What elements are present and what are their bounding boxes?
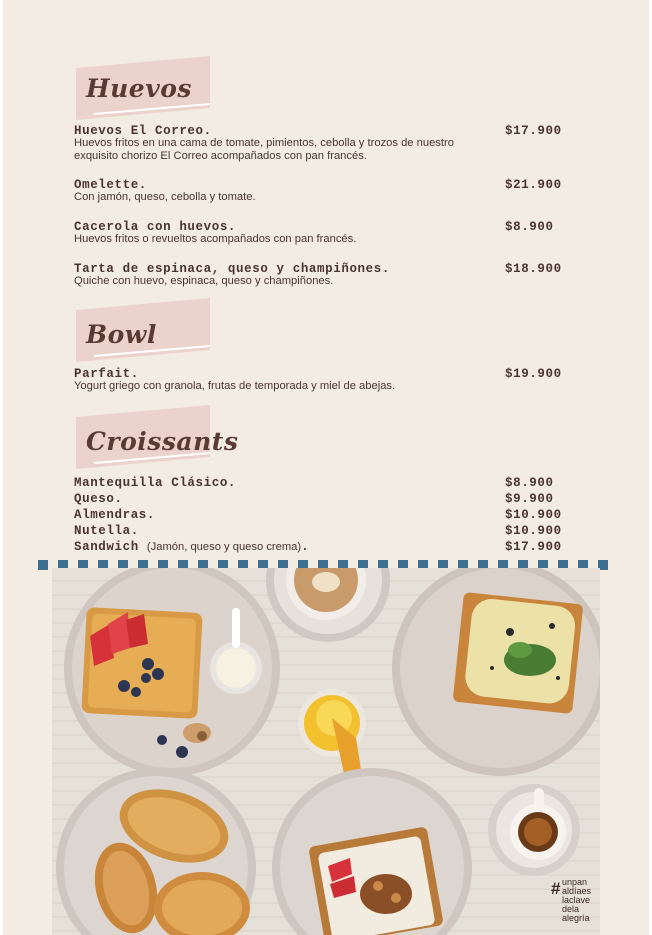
item-price: $17.900 [505, 124, 562, 138]
item-price: $21.900 [505, 178, 562, 192]
item-price: $10.900 [505, 524, 562, 538]
hashtag-line: alegría [562, 913, 590, 923]
section-title: Croissants [86, 427, 239, 456]
hashtag-line: dela [562, 904, 580, 914]
hashtag-line: unpan [562, 877, 588, 887]
item-description: Huevos fritos en una cama de tomate, pimientos, cebolla y trozos de nuestro exquisito chorizo El Correo acompañados con pan francés. [74, 137, 454, 162]
item-price: $19.900 [505, 367, 562, 381]
divider-dash [38, 560, 48, 570]
section-title: Huevos [86, 74, 192, 103]
item-price: $17.900 [505, 540, 562, 554]
item-description: Yogurt griego con granola, frutas de temporada y miel de abejas. [74, 380, 396, 392]
item-description: Huevos fritos o revueltos acompañados con pan francés. [74, 233, 357, 245]
item-price: $9.900 [505, 492, 554, 506]
item-name: Parfait. [74, 367, 139, 381]
item-name: Nutella. [74, 524, 139, 538]
item-price: $8.900 [505, 476, 554, 490]
item-suffix: . [301, 540, 310, 554]
item-name: Omelette. [74, 178, 147, 192]
item-name: Huevos El Correo. [74, 124, 212, 138]
breakfast-photo-icon [52, 568, 600, 935]
item-name: Tarta de espinaca, queso y champiñones. [74, 262, 390, 276]
item-name: Mantequilla Clásico. [74, 476, 237, 490]
item-name: Almendras. [74, 508, 156, 522]
item-note: (Jamón, queso y queso crema) [146, 541, 302, 553]
hashtag-symbol: # [551, 879, 561, 898]
item-price: $8.900 [505, 220, 554, 234]
item-description: Quiche con huevo, espinaca, queso y champiñones. [74, 275, 334, 287]
item-description: Con jamón, queso, cebolla y tomate. [74, 191, 256, 203]
item-name: Cacerola con huevos. [74, 220, 237, 234]
item-price: $18.900 [505, 262, 562, 276]
item-name-sandwich [74, 540, 309, 554]
hashtag-line: aldíaes [562, 886, 592, 896]
section-title: Bowl [86, 320, 157, 349]
breakfast-photo [52, 568, 600, 935]
section-tag-croissants [74, 405, 239, 467]
item-price: $10.900 [505, 508, 562, 522]
item-name: Queso. [74, 492, 123, 506]
section-tag-huevos [74, 56, 212, 118]
hashtag-line: laclave [562, 895, 591, 905]
section-tag-bowl [74, 298, 212, 360]
item-name: Sandwich [74, 540, 139, 554]
